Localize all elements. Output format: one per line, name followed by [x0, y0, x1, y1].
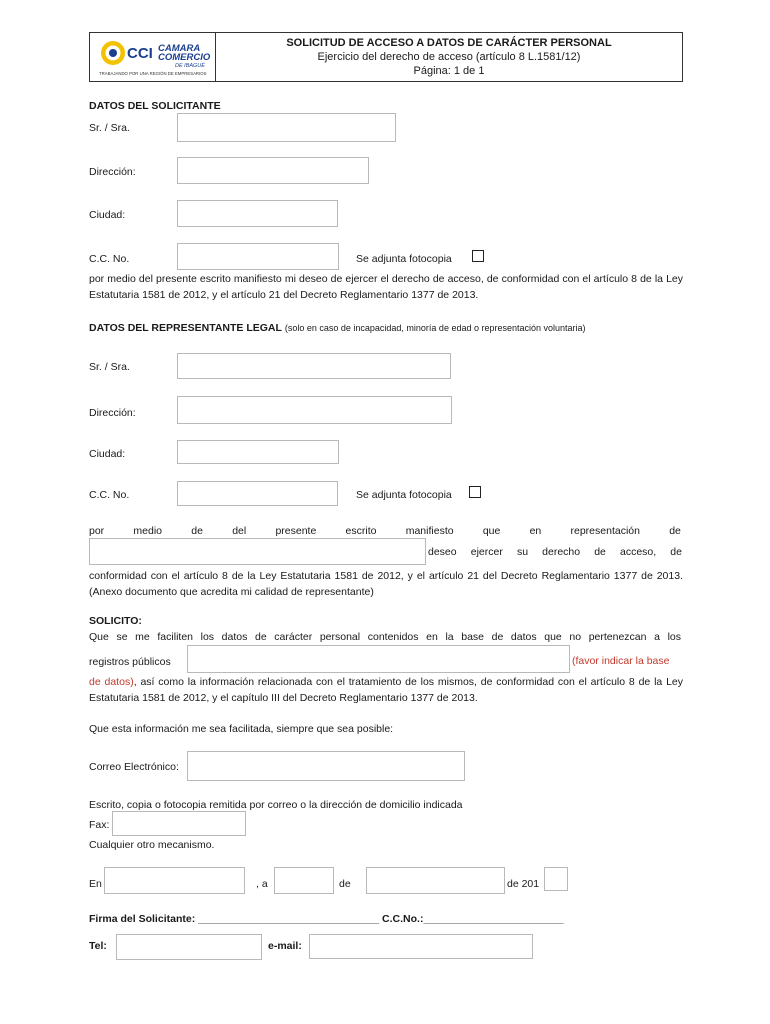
representante-name-field[interactable] — [177, 353, 451, 379]
en-label: En — [89, 878, 102, 890]
solicitante-direccion-field[interactable] — [177, 157, 369, 184]
word: escrito — [345, 525, 377, 537]
word: medio — [133, 525, 163, 537]
tel-field[interactable] — [116, 934, 262, 960]
word: de — [191, 525, 203, 537]
representante-line2: deseo ejercer su derecho de acceso, de — [428, 546, 682, 558]
representante-paragraph: conformidad con el artículo 8 de la Ley Estatutaria 1581 de 2012, y el artículo 21 del Decreto Reglamentario 1377 de 2013. (Anexo documento que acredita mi calidad de representante) — [89, 570, 683, 598]
ciudad-fecha-field[interactable] — [104, 867, 245, 894]
firma-line: Firma del Solicitante: _______________________________ C.C.No.:________________________ — [89, 913, 564, 925]
word: en — [529, 525, 542, 537]
email-label: e-mail: — [268, 940, 302, 952]
document-header — [89, 32, 683, 82]
representado-name-field[interactable] — [89, 538, 426, 565]
favor-indicar-label: (favor indicar la base — [572, 655, 670, 667]
solicitante-paragraph: por medio del presente escrito manifiesto mi deseo de ejercer el derecho de acceso, de conformidad con el artículo 8 de la Ley Estatutaria 1581 de 2012, y el artículo 21 del Decreto Reglamentario 1377 de 2013. — [89, 273, 683, 301]
chamber-logo — [91, 34, 215, 80]
dia-field[interactable] — [274, 867, 334, 894]
svg-text:COMERCIO: COMERCIO — [158, 52, 211, 63]
a-label: , a — [256, 878, 268, 890]
representante-line1 — [89, 525, 681, 537]
base-de-datos-field[interactable] — [187, 645, 570, 673]
svg-text:CCI: CCI — [127, 45, 153, 62]
logo-cell — [90, 33, 216, 81]
document-subtitle: Ejercicio del derecho de acceso (artículo 8 L.1581/12) — [317, 51, 581, 63]
word: que — [482, 525, 501, 537]
representante-heading-row — [89, 322, 586, 334]
word: del — [232, 525, 247, 537]
solicitante-direccion-label: Dirección: — [89, 166, 136, 178]
solicitante-cc-label: C.C. No. — [89, 253, 130, 265]
facilitada-text: Que esta información me sea facilitada, siempre que sea posible: — [89, 723, 394, 735]
svg-text:DE IBAGUÉ: DE IBAGUÉ — [175, 63, 205, 69]
solicitante-ciudad-label: Ciudad: — [89, 209, 126, 221]
representante-cc-label: C.C. No. — [89, 489, 130, 501]
de-label: de — [339, 878, 351, 890]
correo-field[interactable] — [187, 751, 465, 781]
solicitante-fotocopia-label: Se adjunta fotocopia — [356, 253, 452, 265]
representante-direccion-label: Dirección: — [89, 407, 136, 419]
representante-heading: DATOS DEL REPRESENTANTE LEGAL — [89, 322, 282, 334]
page-indicator: Página: 1 de 1 — [413, 65, 485, 77]
word: de — [669, 525, 681, 537]
mes-field[interactable] — [366, 867, 505, 894]
solicitante-ciudad-field[interactable] — [177, 200, 338, 227]
representante-heading-note: (solo en caso de incapacidad, minoría de edad o representación voluntaria) — [284, 323, 586, 333]
representante-sr-label: Sr. / Sra. — [89, 361, 130, 373]
representante-cc-field[interactable] — [177, 481, 338, 506]
tel-label: Tel: — [89, 940, 107, 952]
solicito-heading: SOLICITO: — [89, 615, 142, 627]
otro-mecanismo-label: Cualquier otro mecanismo. — [89, 839, 215, 851]
de-datos-label: de datos) — [89, 676, 134, 688]
solicitante-heading: DATOS DEL SOLICITANTE — [89, 100, 221, 112]
solicitante-cc-field[interactable] — [177, 243, 339, 270]
registros-label: registros públicos — [89, 656, 171, 668]
word: por — [89, 525, 105, 537]
anio-field[interactable] — [544, 867, 568, 891]
document-title: SOLICITUD DE ACCESO A DATOS DE CARÁCTER PERSONAL — [286, 37, 612, 49]
word: presente — [275, 525, 317, 537]
word: representación — [570, 525, 640, 537]
representante-ciudad-field[interactable] — [177, 440, 339, 464]
representante-direccion-field[interactable] — [177, 396, 452, 424]
fax-label: Fax: — [89, 819, 110, 831]
header-title-cell — [216, 33, 682, 81]
word: manifiesto — [405, 525, 454, 537]
solicito-line1: Que se me faciliten los datos de carácter personal contenidos en la base de datos que no pertenezcan a los — [89, 631, 681, 643]
solicitante-fotocopia-checkbox[interactable] — [472, 250, 484, 262]
solicito-rest: , así como la información relacionada con el tratamiento de los mismos, de conformidad con el artículo 8 de la Ley Estatutaria 1581 de 2012, y el capítulo III del Decreto Reglamentario 1377 de 2013. — [89, 676, 684, 704]
representante-fotocopia-label: Se adjunta fotocopia — [356, 489, 452, 501]
svg-text:TRABAJANDO POR UNA REGIÓN DE E: TRABAJANDO POR UNA REGIÓN DE EMPRESARIOS — [99, 71, 207, 76]
escrito-label: Escrito, copia o fotocopia remitida por correo o la dirección de domicilio indicada — [89, 799, 463, 811]
solicitante-name-field[interactable] — [177, 113, 396, 142]
de201-label: de 201 — [507, 878, 540, 890]
representante-fotocopia-checkbox[interactable] — [469, 486, 481, 498]
representante-ciudad-label: Ciudad: — [89, 448, 126, 460]
solicitante-sr-label: Sr. / Sra. — [89, 122, 130, 134]
correo-label: Correo Electrónico: — [89, 761, 179, 773]
email-field[interactable] — [309, 934, 533, 959]
solicito-paragraph — [89, 674, 683, 706]
fax-field[interactable] — [112, 811, 246, 836]
svg-text:CAMARA: CAMARA — [158, 43, 201, 54]
